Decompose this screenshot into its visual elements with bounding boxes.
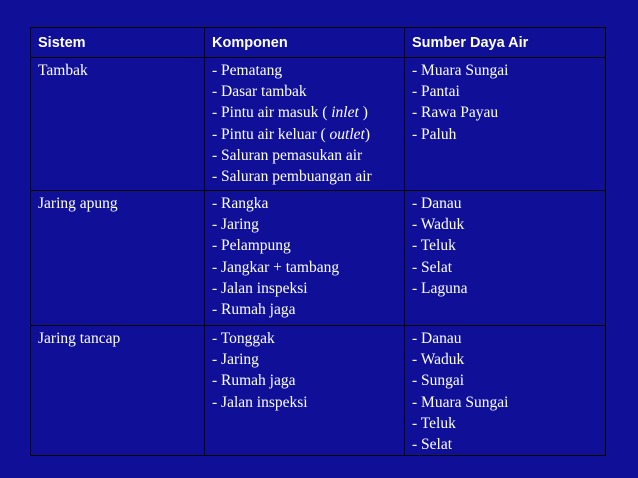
list-item: - Teluk — [412, 237, 456, 255]
list-item: - Waduk — [412, 351, 465, 369]
list-item: - Muara Sungai — [412, 62, 509, 79]
list-item: - Rumah jaga — [212, 301, 296, 319]
list-item: - Teluk — [412, 414, 456, 432]
aquaculture-table — [30, 27, 606, 456]
table-header-row — [31, 28, 606, 58]
list-item: - Saluran pemasukan air — [212, 146, 363, 164]
list-item: - Pematang — [212, 62, 283, 79]
header-komponen: Komponen — [205, 28, 405, 58]
header-sumber-daya-air: Sumber Daya Air — [405, 28, 606, 58]
list-item: - Jangkar + tambang — [212, 258, 340, 276]
list-item: - Rumah jaga — [212, 372, 296, 390]
list-item-text: ) — [358, 104, 368, 122]
list-item — [212, 124, 399, 145]
list-item: - Selat — [412, 436, 453, 454]
table-row — [31, 58, 606, 191]
list-item-text: - Pintu air masuk ( — [212, 104, 332, 122]
sistem-cell: Tambak — [31, 58, 205, 191]
komponen-cell — [205, 326, 405, 456]
list-item: - Sungai — [412, 372, 465, 390]
table-row — [31, 191, 606, 326]
list-item: - Saluran pembuangan air — [212, 168, 372, 186]
list-item: - Pantai — [412, 83, 460, 101]
list-item: - Jalan inspeksi — [212, 393, 308, 411]
komponen-cell — [205, 191, 405, 326]
list-item: - Rangka — [212, 195, 269, 212]
sistem-cell: Jaring apung — [31, 191, 205, 326]
list-item: - Tonggak — [212, 330, 275, 347]
table-row — [31, 326, 606, 456]
sumber-cell — [405, 58, 606, 191]
list-item: - Paluh — [412, 125, 457, 143]
list-item: - Danau — [412, 330, 462, 347]
header-sistem: Sistem — [31, 28, 205, 58]
sumber-cell — [405, 191, 606, 326]
list-item: - Danau — [412, 195, 462, 212]
sistem-cell: Jaring tancap — [31, 326, 205, 456]
list-item-text: ) — [364, 125, 370, 143]
list-item: - Muara Sungai — [412, 393, 509, 411]
list-item: - Jaring — [212, 351, 259, 369]
list-item: - Dasar tambak — [212, 83, 307, 101]
list-item-text: - Pintu air keluar ( — [212, 125, 330, 143]
list-item — [212, 102, 399, 123]
list-item: - Jaring — [212, 216, 259, 234]
list-item: - Laguna — [412, 279, 468, 297]
list-item-italic-term: outlet — [329, 125, 365, 143]
list-item: - Selat — [412, 258, 453, 276]
list-item: - Rawa Payau — [412, 104, 499, 122]
list-item: - Waduk — [412, 216, 465, 234]
list-item-italic-term: inlet — [331, 104, 359, 122]
list-item: - Jalan inspeksi — [212, 279, 308, 297]
list-item: - Pelampung — [212, 237, 291, 255]
komponen-cell — [205, 58, 405, 191]
sumber-cell — [405, 326, 606, 456]
